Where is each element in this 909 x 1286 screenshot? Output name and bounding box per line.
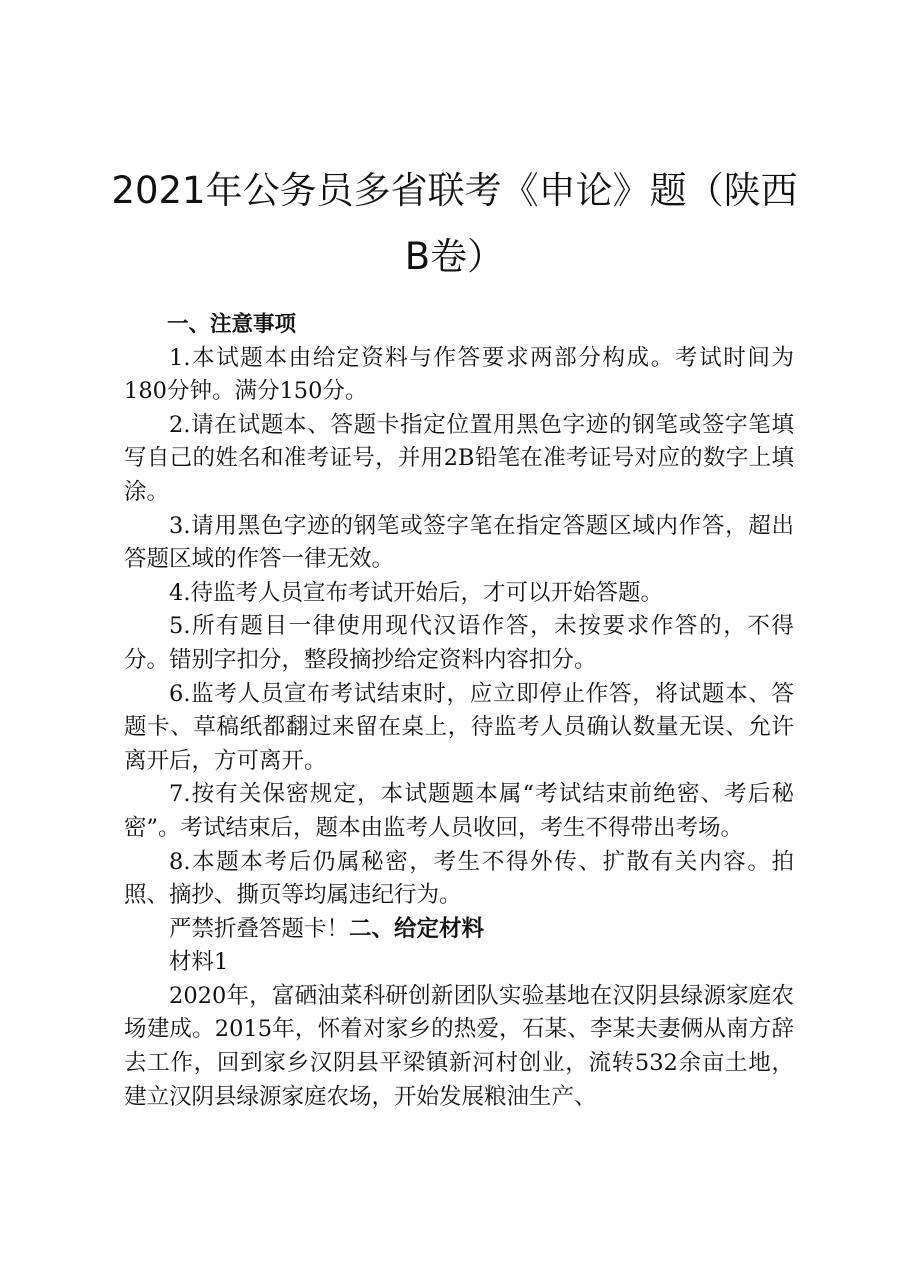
- warning-and-section-heading: [124, 913, 794, 947]
- note-item-2: 2.请在试题本、答题卡指定位置用黑色字迹的钢笔或签字笔填写自己的姓名和准考证号，并用2B铅笔在准考证号对应的数字上填涂。: [124, 411, 794, 505]
- document-title: 2021年公务员多省联考《申论》题（陕西B卷）: [111, 169, 798, 278]
- note-item-8: 8.本题本考后仍属秘密，考生不得外传、扩散有关内容。拍照、摘抄、撕页等均属违纪行为。: [124, 848, 794, 909]
- section-heading-notes: 一、注意事项: [167, 312, 297, 337]
- warning-text: 严禁折叠答题卡！: [169, 915, 350, 942]
- section-heading-materials: 二、给定材料: [349, 915, 485, 942]
- document-body: [124, 308, 794, 1114]
- material-label: 材料1: [169, 949, 229, 976]
- note-item-7: 7.按有关保密规定，本试题题本属“考试结束前绝密、考后秘密”。考试结束后，题本由监考人员收回，考生不得带出考场。: [124, 781, 794, 841]
- note-item-4: 4.待监考人员宣布考试开始后，才可以开始答题。: [169, 579, 663, 606]
- note-item-1: 1.本试题本由给定资料与作答要求两部分构成。考试时间为180分钟。满分150分。: [124, 344, 794, 405]
- note-item-3: 3.请用黑色字迹的钢笔或签字笔在指定答题区域内作答，超出答题区域的作答一律无效。: [124, 512, 794, 573]
- note-item-5: 5.所有题目一律使用现代汉语作答，未按要求作答的，不得分。错别字扣分，整段摘抄给定资料内容扣分。: [124, 613, 794, 673]
- note-item-6: 6.监考人员宣布考试结束时，应立即停止作答，将试题本、答题卡、草稿纸都翻过来留在桌上，待监考人员确认数量无误、允许离开后，方可离开。: [124, 680, 794, 774]
- material-paragraph: 2020年，富硒油菜科研创新团队实验基地在汉阴县绿源家庭农场建成。2015年，怀着对家乡的热爱，石某、李某夫妻俩从南方辞去工作，回到家乡汉阴县平梁镇新河村创业，流转532余亩土地，建立汉阴县绿源家庭农场，开始发展粮油生产、: [124, 982, 794, 1110]
